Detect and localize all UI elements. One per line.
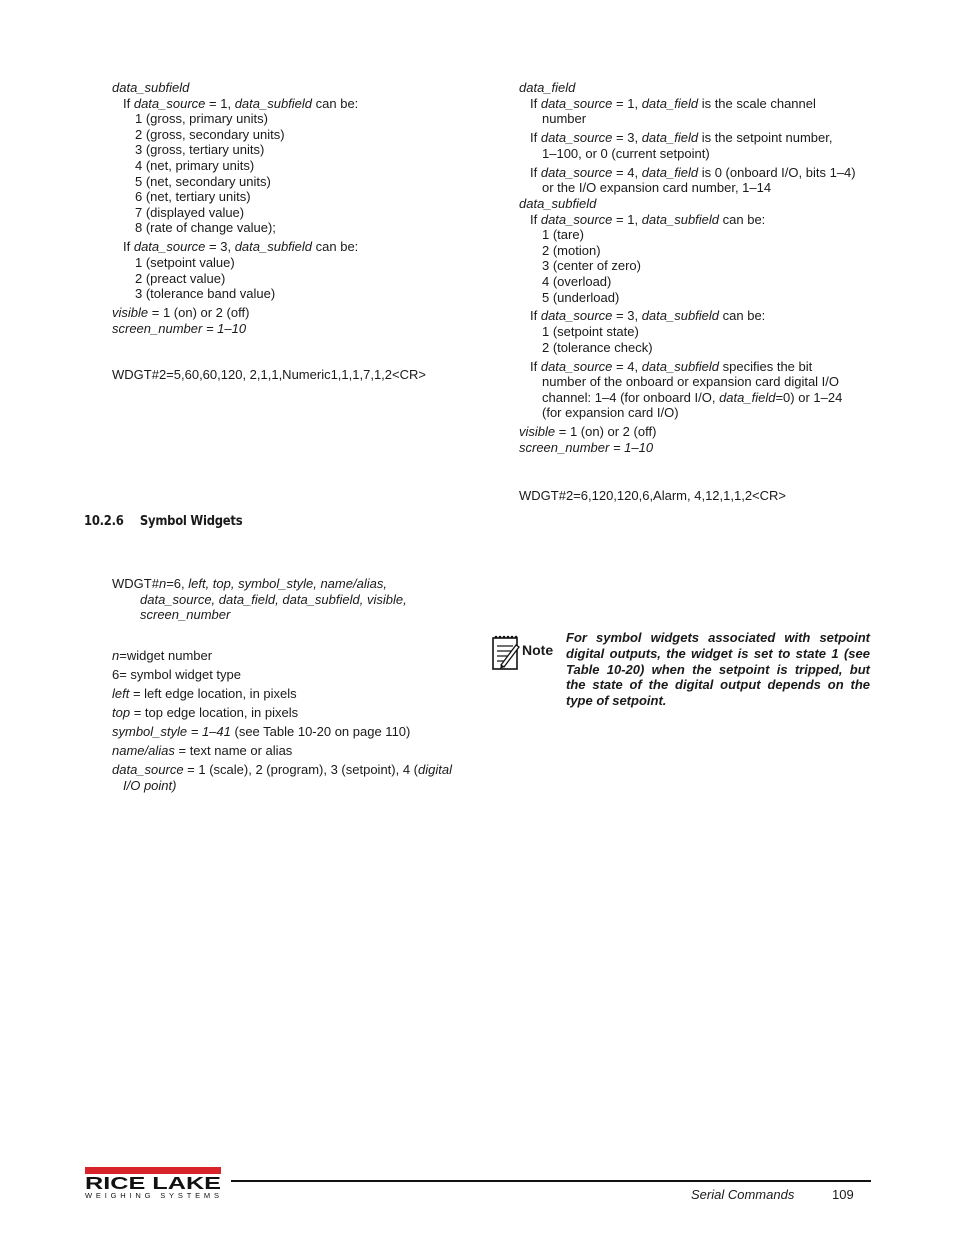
field-source-4: If data_source = 4, data_field is 0 (onboard I/O, bits 1–4) (530, 164, 856, 180)
param-item: left = left edge location, in pixels (112, 685, 297, 701)
param-item: n=widget number (112, 648, 213, 663)
param-item: symbol_style = 1–41 (see Table 10-20 on page 110) (112, 723, 411, 739)
note-text: For symbol widgets associated with setpoint digital outputs, the widget is set to state 1 (see Table 10-20) when the setpoint is tripped, but the state of the digital output depends on the type of setpoint. (566, 630, 870, 709)
list-item: 2 (tolerance check) (542, 339, 653, 355)
list-item: 6 (net, tertiary units) (135, 189, 251, 205)
list-item: 4 (net, primary units) (135, 157, 255, 173)
list-item: 3 (tolerance band value) (135, 286, 276, 302)
notepad-icon (491, 633, 521, 671)
logo-tagline: WEIGHING SYSTEMS (85, 1191, 219, 1199)
list-item: 3 (gross, tertiary units) (135, 142, 265, 158)
left-column (112, 80, 472, 336)
list-item: 8 (rate of change value); (135, 220, 276, 236)
rice-lake-logo (85, 1167, 221, 1199)
field-source-3: If data_source = 3, data_field is the setpoint number, (530, 130, 833, 146)
field-source-4-cont: or the I/O expansion card number, 1–14 (542, 180, 772, 196)
section-title: Symbol Widgets (139, 513, 243, 529)
numeric-widget-example: WDGT#2=5,60,60,120, 2,1,1,Numeric1,1,1,7,1,2<CR> (112, 367, 426, 382)
subfield-source-3-intro: If data_source = 3, data_subfield can be: (530, 308, 766, 324)
footer-section-name: Serial Commands (691, 1187, 795, 1202)
data-subfield-heading: data_subfield (519, 195, 597, 211)
symbol-widget-example: WDGT#2=6,120,120,6,Alarm, 4,12,1,1,2<CR> (519, 488, 787, 503)
list-item: 1 (gross, primary units) (135, 111, 268, 127)
page-number: 109 (832, 1187, 854, 1202)
list-item: 5 (net, secondary units) (135, 173, 271, 189)
data-subfield-heading: data_subfield (112, 80, 190, 95)
param-item: name/alias = text name or alias (112, 742, 293, 758)
field-source-3-cont: 1–100, or 0 (current setpoint) (542, 145, 710, 161)
visible-param: visible = 1 (on) or 2 (off) (112, 305, 250, 321)
list-item: 5 (underload) (542, 289, 620, 305)
logo-wordmark: RICE LAKE (85, 1173, 221, 1193)
param-item: top = top edge location, in pixels (112, 704, 299, 720)
section-number: 10.2.6 (84, 513, 124, 529)
list-item: 2 (preact value) (135, 270, 226, 286)
subfield-source-1-intro: If data_source = 1, data_subfield can be: (123, 95, 359, 111)
section-heading (84, 513, 242, 529)
note-label: Note (522, 642, 554, 658)
list-item: 3 (center of zero) (542, 258, 641, 274)
footer-rule (231, 1180, 871, 1182)
subfield-source-4-cont: channel: 1–4 (for onboard I/O, data_field=0) or 1–24 (542, 389, 843, 405)
param-item: 6= symbol widget type (112, 666, 241, 682)
subfield-source-4-cont: number of the onboard or expansion card digital I/O (542, 374, 840, 390)
list-item: 1 (setpoint value) (135, 254, 235, 270)
screen-number-param: screen_number = 1–10 (112, 320, 247, 336)
list-item: 7 (displayed value) (135, 204, 245, 220)
subfield-source-1-intro: If data_source = 1, data_subfield can be: (530, 211, 766, 227)
field-source-1-cont: number (542, 111, 587, 127)
right-column (519, 80, 879, 456)
param-item-data-source: data_source = 1 (scale), 2 (program), 3 (setpoint), 4 (digital I/O point) (112, 761, 452, 793)
subfield-source-3-intro: If data_source = 3, data_subfield can be: (123, 239, 359, 255)
parameter-list (112, 648, 472, 793)
subfield-source-4: If data_source = 4, data_subfield specifies the bit (530, 358, 813, 374)
list-item: 4 (overload) (542, 273, 612, 289)
list-item: 2 (gross, secondary units) (135, 126, 285, 142)
screen-number-param: screen_number = 1–10 (519, 440, 654, 456)
list-item: 1 (tare) (542, 227, 584, 243)
list-item: 2 (motion) (542, 242, 601, 258)
field-source-1: If data_source = 1, data_field is the scale channel (530, 95, 816, 111)
data-field-heading: data_field (519, 80, 576, 95)
command-syntax: WDGT#n=6, left, top, symbol_style, name/alias, data_source, data_field, data_subfield, visible, screen_number (112, 576, 407, 623)
visible-param: visible = 1 (on) or 2 (off) (519, 424, 657, 440)
list-item: 1 (setpoint state) (542, 324, 639, 340)
subfield-source-4-cont: (for expansion card I/O) (542, 405, 679, 421)
